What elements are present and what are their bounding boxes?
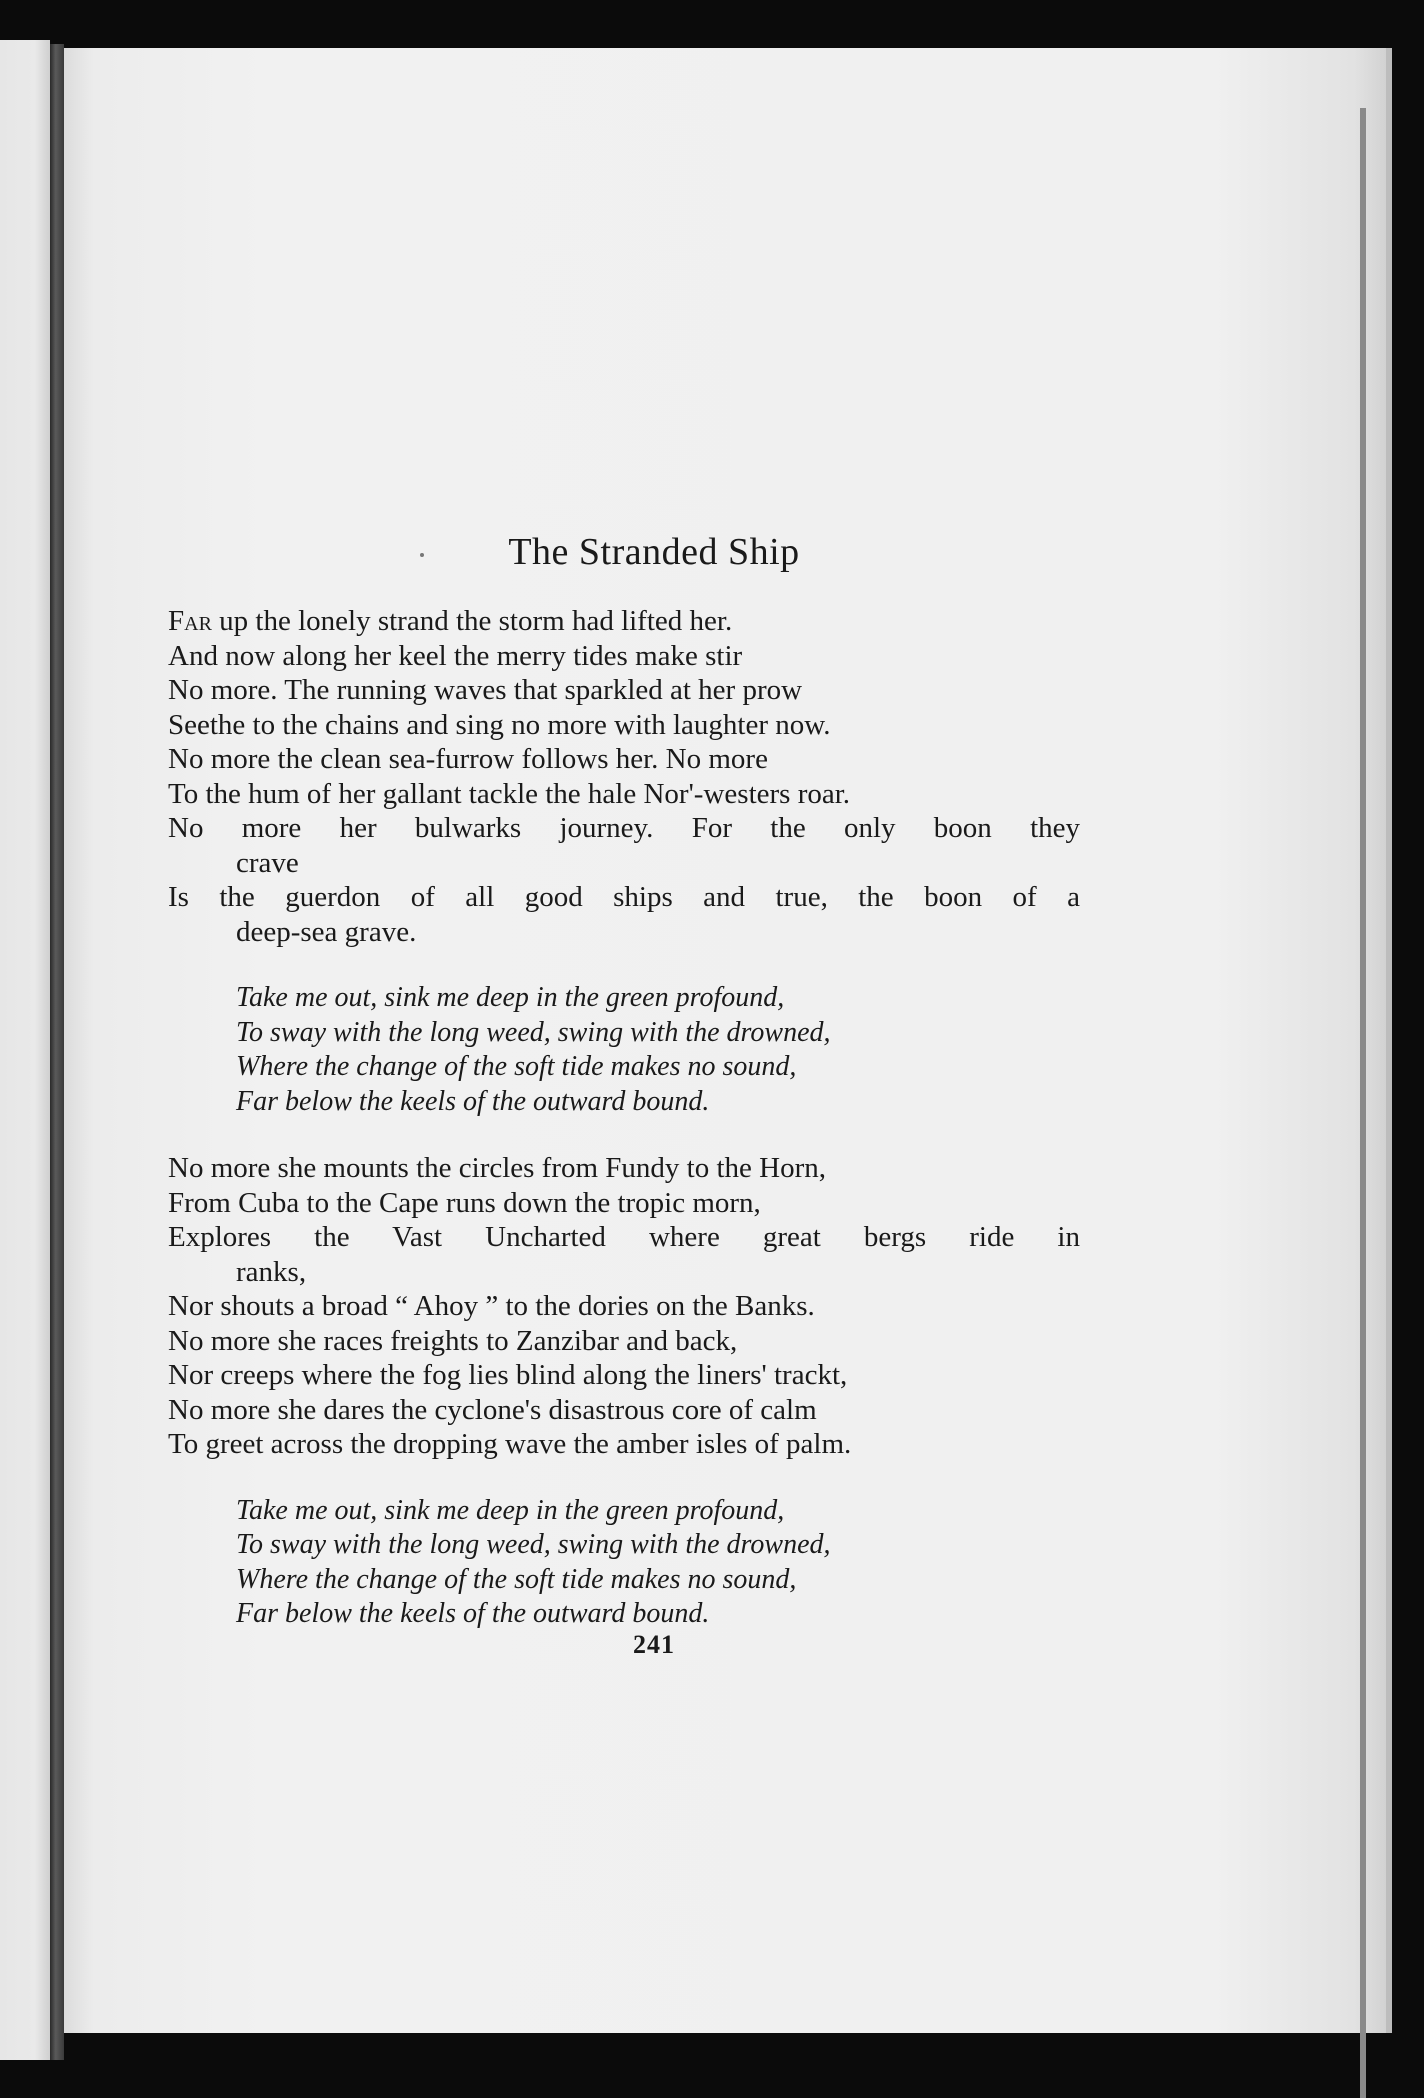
refrain-1 [236,981,1080,1119]
poem-line: Seethe to the chains and sing no more with laughter now. [168,708,831,741]
refrain-line: Where the change of the soft tide makes no sound, [236,1051,797,1082]
stanza-2 [168,1151,1080,1462]
refrain-line: Far below the keels of the outward bound. [236,1085,710,1117]
drop-word: Far [168,605,212,637]
poem-line-continuation: crave [236,846,299,879]
refrain-line: Take me out, sink me deep in the green profound, [236,982,785,1013]
refrain-2 [236,1494,1080,1632]
book-gutter [50,44,64,2060]
refrain-line: To sway with the long weed, swing with the drowned, [236,1016,831,1048]
page-number: 241 [633,1630,675,1659]
page-edge-shadow [1360,108,1366,2098]
line-text: up the lonely strand the storm had lifted her. [211,605,733,637]
poem-line: Nor creeps where the fog lies blind along the liners' trackt, [168,1359,848,1391]
poem-line: And now along her keel the merry tides make stir [168,639,743,672]
stanza-1 [168,604,1080,949]
refrain-line: Where the change of the soft tide makes no sound, [236,1563,797,1595]
poem-line: No more she dares the cyclone's disastrous core of calm [168,1393,817,1426]
refrain-line: Far below the keels of the outward bound. [236,1598,710,1629]
poem-line: No more she mounts the circles from Fundy to the Horn, [168,1152,827,1184]
poem-line [168,604,1080,639]
poem-line: Explores the Vast Uncharted where great bergs ride in [168,1221,1080,1253]
poem-line: No more her bulwarks journey. For the only boon they [168,812,1080,844]
poem-line: No more the clean sea-furrow follows her. No more [168,743,768,775]
refrain-line: Take me out, sink me deep in the green profound, [236,1494,785,1526]
poem-line: No more. The running waves that sparkled at her prow [168,674,803,706]
poem-line: Is the guerdon of all good ships and true, the boon of a [168,881,1080,913]
left-page-edge [0,40,50,2060]
poem-title: The Stranded Ship [508,531,800,573]
poem-line: No more she races freights to Zanzibar and back, [168,1324,738,1357]
poem-line-continuation: ranks, [236,1255,307,1288]
poem-line: From Cuba to the Cape runs down the tropic morn, [168,1186,761,1219]
poem-line: To the hum of her gallant tackle the hale Nor'-westers roar. [168,777,851,810]
poem-line-continuation: deep-sea grave. [236,915,417,948]
refrain-line: To sway with the long weed, swing with the drowned, [236,1529,831,1560]
speck [420,553,424,557]
poem-text [168,530,1080,1664]
poem-line: To greet across the dropping wave the amber isles of palm. [168,1428,852,1460]
poem-line: Nor shouts a broad “ Ahoy ” to the dories on the Banks. [168,1290,815,1322]
